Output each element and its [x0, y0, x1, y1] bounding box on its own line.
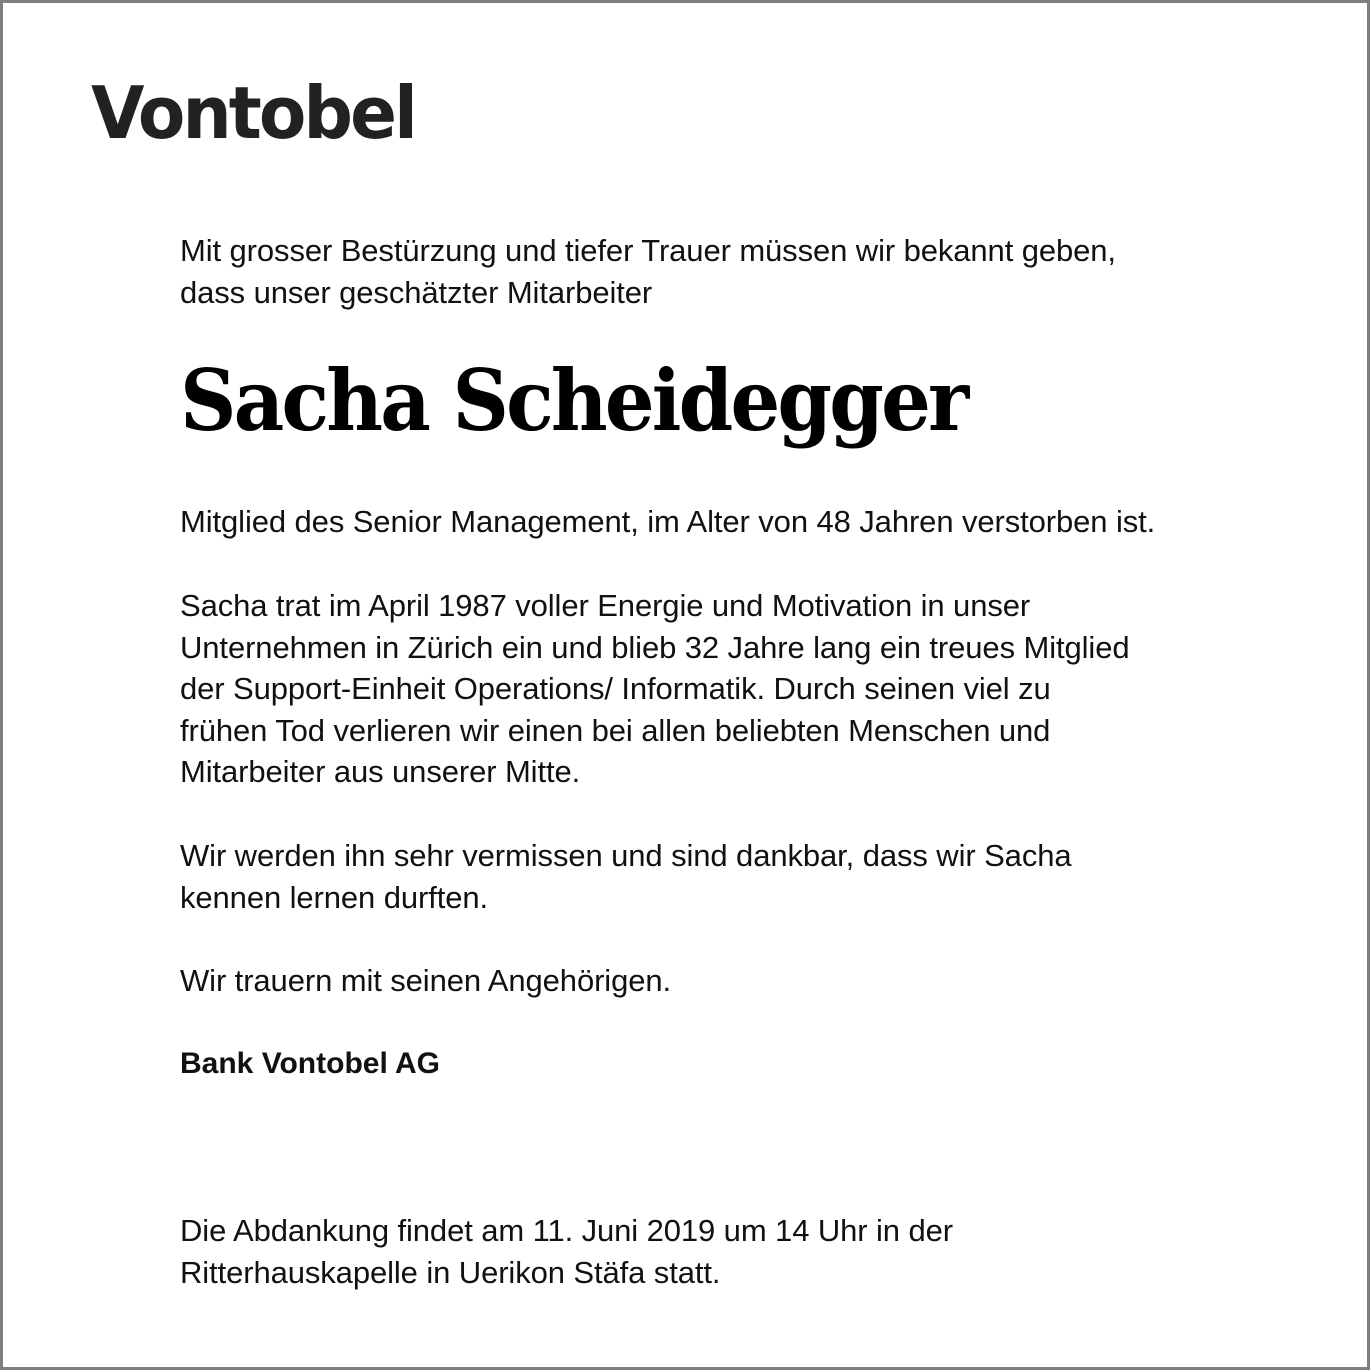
mourn-line: Wir trauern mit seinen Angehörigen.: [180, 963, 672, 998]
signature: Bank Vontobel AG: [180, 1047, 441, 1080]
service-paragraph: [180, 1210, 953, 1293]
career-line: der Support-Einheit Operations/ Informatik. Durch seinen viel zu: [180, 671, 1051, 706]
intro-paragraph: [180, 230, 1116, 313]
vontobel-logo: Vontobel: [91, 71, 415, 155]
service-line: Die Abdankung findet am 11. Juni 2019 um 14 Uhr in der: [180, 1213, 953, 1248]
career-paragraph: [180, 585, 1130, 793]
intro-line: dass unser geschätzter Mitarbeiter: [180, 274, 653, 310]
miss-line: kennen lernen durften.: [180, 879, 489, 915]
mourn-paragraph: [180, 960, 671, 1002]
deceased-name: Sacha Scheidegger: [180, 351, 967, 450]
career-line: frühen Tod verlieren wir einen bei allen beliebten Menschen und: [180, 712, 1051, 748]
service-line: Ritterhauskapelle in Uerikon Stäfa statt.: [180, 1254, 721, 1290]
career-line: Sacha trat im April 1987 voller Energie und Motivation in unser: [180, 588, 1031, 623]
miss-line: Wir werden ihn sehr vermissen und sind dankbar, dass wir Sacha: [180, 838, 1072, 873]
role-line: Mitglied des Senior Management, im Alter von 48 Jahren verstorben ist.: [180, 504, 1156, 539]
career-line: Mitarbeiter aus unserer Mitte.: [180, 754, 581, 789]
intro-line: Mit grosser Bestürzung und tiefer Trauer müssen wir bekannt geben,: [180, 233, 1116, 268]
miss-paragraph: [180, 835, 1072, 918]
role-paragraph: [180, 501, 1155, 543]
career-line: Unternehmen in Zürich ein und blieb 32 Jahre lang ein treues Mitglied: [180, 629, 1130, 665]
